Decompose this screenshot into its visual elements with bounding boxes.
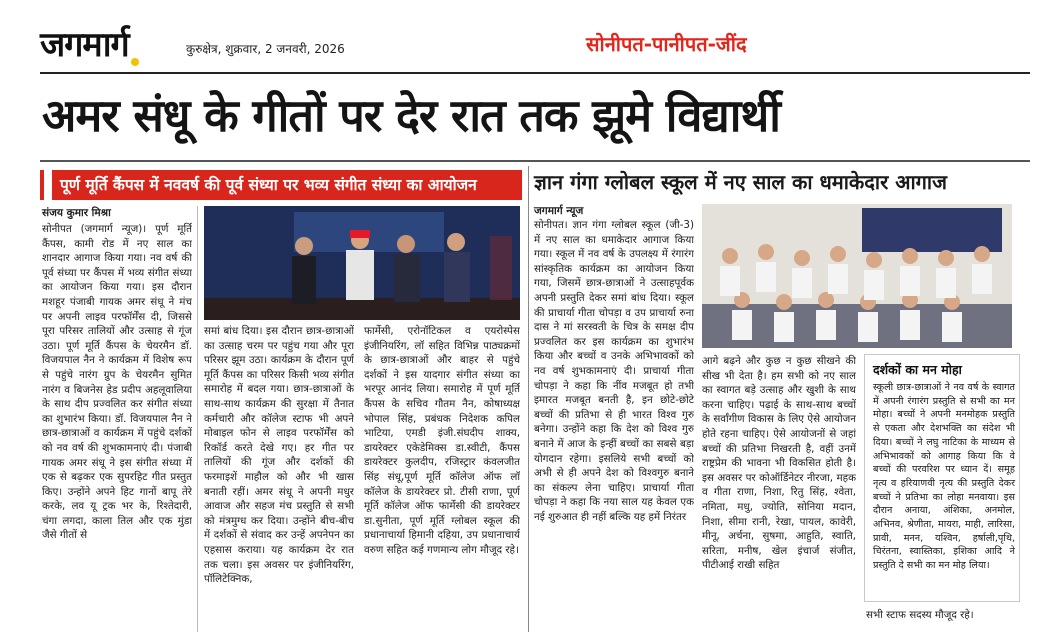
- left-story-column-3: फार्मेसी, एरोनॉटिकल व एयरोस्पेस इंजीनियरिंग, लॉ सहित विभिन्न पाठ्यक्रमों के छात्र-छात्राओं और बाहर से पहुंचे दर्शकों ने इस यादगार संगीत संध्या का भरपूर आनंद लिया। समारोह में पूर्ण मूर्ति कैंपस के सचिव गौतम नैन, कोषाध्यक्ष भोपाल सिंह, प्रबंधक निदेशक कपिल भाटिया, एमडी इंजी.संघदीप शाक्य, डायरेक्टर एकेडेमिक्स डा.स्वीटी, कैंपस डायरेक्टर कुलदीप, रजिस्ट्रार कंवलजीत सिंह संधू,पूर्ण मूर्ति कॉलेज ऑफ लॉ कॉलेज के डायरेक्टर प्रो. टीसी राणा, पूर्ण मूर्ति कॉलेज ऑफ फार्मेसी की डायरेक्टर डा.सुनीता, पूर्ण मूर्ति ग्लोबल स्कूल की प्रधानाचार्या हिमानी दहिया, उप प्रधानाचार्य वरुण सहित कई गणमान्य लोग मौजूद रहे।: [364, 325, 520, 556]
- left-story-column-2: समां बांध दिया। इस दौरान छात्र-छात्राओं का उत्साह चरम पर पहुंच गया और पूरा परिसर झूम उठा। कार्यक्रम के दौरान पूर्ण मूर्ति कैंपस का परिसर किसी भव्य संगीत समारोह में बदल गया। छात्र-छात्राओं के साथ-साथ कार्यक्रम की सुरक्षा में तैनात कर्मचारी और कॉलेज स्टाफ भी अपने मोबाइल फोन से लाइव परफॉर्मेंस को रिकॉर्ड करते देखे गए। हर गीत पर तालियों की गूंज और दर्शकों की फरमाइशें माहौल को और भी खास बनाती रहीं। अमर संधू ने अपनी मधुर आवाज और सहज मंच प्रस्तुति से सभी को मंत्रमुग्ध कर दिया। उन्होंने बीच-बीच में दर्शकों से संवाद कर उन्हें अपनेपन का एहसास कराया। यह कार्यक्रम देर रात तक चला। इस अवसर पर इंजीनियरिंग, पॉलिटेक्निक,: [204, 325, 354, 586]
- left-story-column-1: सोनीपत (जगमार्ग न्यूज)। पूर्ण मूर्ति कैंपस, कामी रोड में नए साल का शानदार आगाज किया गया। नव वर्ष की पूर्व संध्या पर कैंपस में भव्य संगीत संध्या का आयोजन किया गया। इस दौरान मशहूर पंजाबी गायक अमर संधू ने मंच पर अपनी लाइव परफॉर्मेंस दी, जिससे पूरा परिसर तालियों और उत्साह से गूंज उठा। पूर्ण मूर्ति कैंपस के चेयरमैन डॉ. विजयपाल नैन ने कार्यक्रम में विशेष रूप से पहुंचे नारंग ग्रुप के चेयरमैन सुमित नारंग व बिजनेस हेड प्रदीप अहलूवालिया के साथ दीप प्रज्वलित कर संगीत संध्या का शुभारंभ किया। डॉ. विजयपाल नैन ने छात्र-छात्राओं व कार्यक्रम में पहुंचे दर्शकों को नव वर्ष की शुभकामनाएं दी। पंजाबी गायक अमर संधू ने इस संगीत संध्या में एक से बढ़कर एक सुपरहिट गीत प्रस्तुत किए। उन्होंने अपने हिट गानों बापू तेरे करके, लव यू ट्रक भर के, रिश्तेदारी, चंगा लगदा, काला तिल और एक मुंडा जैसे गीतों से: [42, 223, 192, 542]
- headline-rule: [40, 160, 1030, 162]
- left-story-subhead: [40, 170, 522, 200]
- main-headline: अमर संधू के गीतों पर देर रात तक झूमे विद्यार्थी: [42, 89, 780, 142]
- box-body: स्कूली छात्र-छात्राओं ने नव वर्ष के स्वागत में अपनी रंगारंग प्रस्तुति से सभी का मन मोहा। बच्चों ने अपनी मनमोहक प्रस्तुति से एकता और देशभक्ति का संदेश भी दिया। बच्चों ने लघु नाटिका के माध्यम से अभिभावकों को आगाह किया कि वे बच्चों की परवरिश पर ध्यान दें। समूह नृत्य व हरियाणवी नृत्य की प्रस्तुति देकर बच्चों ने प्रतिभा का लोहा मनवाया। इस दौरान अनाया, अंशिका, अनमोल, अभिनव, श्रेणीता, मायरा, माही, लारिसा, प्रावी, मनन, यश्विन, हर्षाली,पृथि, चिरंतना, स्वास्तिका, इशिका आदि ने प्रस्तुति दे सभी का मन मोह लिया।: [873, 382, 1015, 572]
- story-divider: [528, 166, 529, 632]
- paper-name: जगमार्ग: [40, 20, 139, 66]
- column-divider: [197, 206, 198, 632]
- concert-stage-photo: [204, 206, 520, 320]
- right-story-subhead: ज्ञान गंगा ग्लोबल स्कूल में नए साल का धमाकेदार आगाज: [534, 170, 947, 194]
- masthead: [0, 0, 1040, 72]
- right-story-column-2: आगे बढ़ने और कुछ न कुछ सीखने की सीख भी देता है। हम सभी को नए साल का स्वागत बड़े उत्साह और खुशी के साथ करना चाहिए। पढ़ाई के साथ-साथ बच्चों के सर्वांगीण विकास के लिए ऐसे आयोजन होते रहना चाहिए। ऐसे आयोजनों से जहां बच्चों की प्रतिभा निखरती है, वहीं उनमें राष्ट्रप्रेम की भावना भी विकसित होती है। इस अवसर पर कोऑर्डिनेटर नीरजा, महक व गीता राणा, निशा, रितु सिंह, श्वेता, नमिता, मधु, ज्योति, सोनिया मदान, निशा, सीमा रानी, रेखा, पायल, कावेरी, मीनू, अर्चना, सुषमा, आहुति, स्वाति, सरिता, मनीष, खेल इंचार्ज संजीत, पीटीआई राखी सहित: [702, 355, 856, 572]
- subhead-bullet-icon: [44, 170, 52, 200]
- edition-label: सोनीपत-पानीपत-जींद: [586, 32, 747, 56]
- dateline: कुरुक्षेत्र, शुक्रवार, 2 जनवरी, 2026: [186, 42, 345, 56]
- right-story-column-1: सोनीपत। ज्ञान गंगा ग्लोबल स्कूल (जी-3) में नए साल का धमाकेदार आगाज किया गया। स्कूल में नव वर्ष के उपलक्ष्य में रंगारंग सांस्कृतिक कार्यक्रम का आयोजन किया गया, जिसमें छात्र-छात्राओं ने उत्साहपूर्वक अपनी प्रस्तुति देकर समां बांध दिया। स्कूल की प्राचार्या गीता चोपड़ा व उप प्राचार्या रुना दास ने मां सरस्वती के चित्र के समक्ष दीप प्रज्वलित कर इस कार्यक्रम का शुभारंभ किया और बच्चों व उनके अभिभावकों को नव वर्ष शुभकामनाएं दी। प्राचार्या गीता चोपड़ा ने कहा कि नींव मजबूत हो तभी इमारत मजबूत बनती है, इन छोटे-छोटे बच्चों की प्रतिभा से ही भारत विश्व गुरु बनेगा। उन्होंने कहा कि देश को विश्व गुरु बनाने में आज के इन्हीं बच्चों का सबसे बड़ा योगदान रहेगा। इसलिये सभी बच्चों को अभी से ही अपने देश को विश्वगुरु बनाने का संकल्प लेना चाहिए। प्राचार्या गीता चोपड़ा ने कहा कि नया साल यह केवल एक नई शुरुआत ही नहीं बल्कि यह हमें निरंतर: [534, 219, 694, 523]
- sidebar-box: [864, 354, 1020, 602]
- box-title: दर्शकों का मन मोहा: [873, 362, 962, 377]
- box-footer-text: सभी स्टाफ सदस्य मौजूद रहे।: [866, 609, 974, 621]
- left-story-byline: संजय कुमार मिश्रा: [42, 207, 111, 219]
- logo-dot-icon: [131, 58, 139, 66]
- right-story-byline: जगमार्ग न्यूज: [534, 205, 584, 217]
- students-group-photo: [702, 204, 1012, 348]
- masthead-rule: [40, 72, 1030, 74]
- left-subhead-text: पूर्ण मूर्ति कैंपस में नववर्ष की पूर्व संध्या पर भव्य संगीत संध्या का आयोजन: [60, 176, 477, 194]
